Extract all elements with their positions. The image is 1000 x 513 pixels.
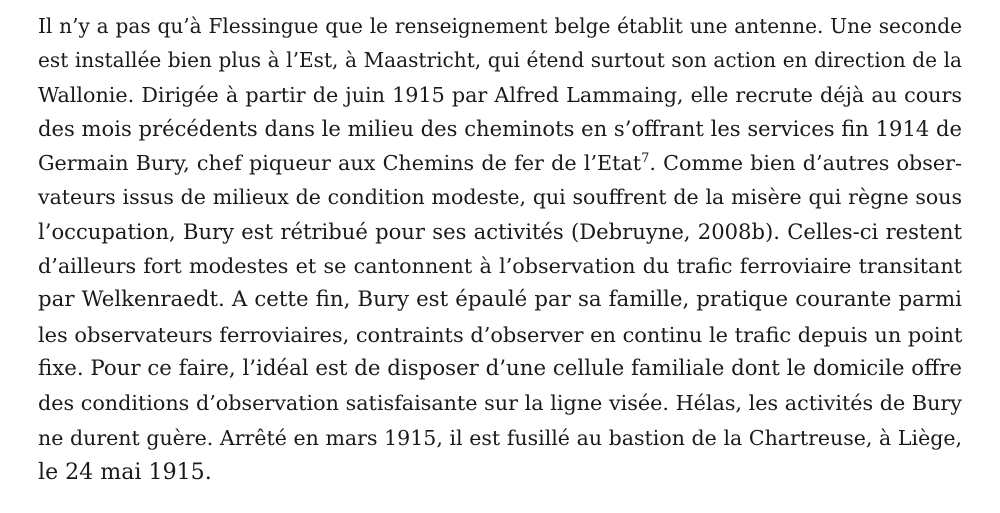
text-line: est installée bien plus à l’Est, à Maastricht, qui étend surtout son action en direction de la xyxy=(38,48,962,73)
footnote-marker[interactable]: 7 xyxy=(641,151,650,167)
text-segment: . Comme bien d’autres obser- xyxy=(649,151,963,176)
text-line: Il n’y a pas qu’à Flessingue que le renseignement belge établit une antenne. Une seconde xyxy=(38,14,962,38)
text-line: d’ailleurs fort modestes et se cantonnent à l’observation du trafic ferroviaire transitant xyxy=(38,254,962,279)
text-line: le 24 mai 1915. xyxy=(38,458,212,485)
text-line: les observateurs ferroviaires, contraints d’observer en continu le trafic depuis un point xyxy=(38,322,963,347)
text-segment: Germain Bury, chef piqueur aux Chemins de fer de l’Etat xyxy=(38,151,642,176)
text-line xyxy=(38,146,962,180)
text-line: Wallonie. Dirigée à partir de juin 1915 par Alfred Lammaing, elle recrute déjà au cours xyxy=(38,82,962,107)
text-line: ne durent guère. Arrêté en mars 1915, il est fusillé au bastion de la Chartreuse, à Liège, xyxy=(38,425,962,450)
text-line: fixe. Pour ce faire, l’idéal est de disposer d’une cellule familiale dont le domicile offre xyxy=(38,355,962,381)
text-line: par Welkenraedt. A cette fin, Bury est épaulé par sa famille, pratique courante parmi xyxy=(38,287,962,313)
document-page xyxy=(38,9,962,489)
text-line: vateurs issus de milieux de condition modeste, qui souffrent de la misère qui règne sous xyxy=(38,185,962,210)
text-line: des mois précédents dans le milieu des cheminots en s’offrant les services fin 1914 de xyxy=(38,115,962,141)
text-line: l’occupation, Bury est rétribué pour ses activités (Debruyne, 2008b). Celles-ci restent xyxy=(38,218,962,244)
text-line: des conditions d’observation satisfaisante sur la ligne visée. Hélas, les activités de Bury xyxy=(38,391,962,416)
body-paragraph xyxy=(38,9,962,489)
